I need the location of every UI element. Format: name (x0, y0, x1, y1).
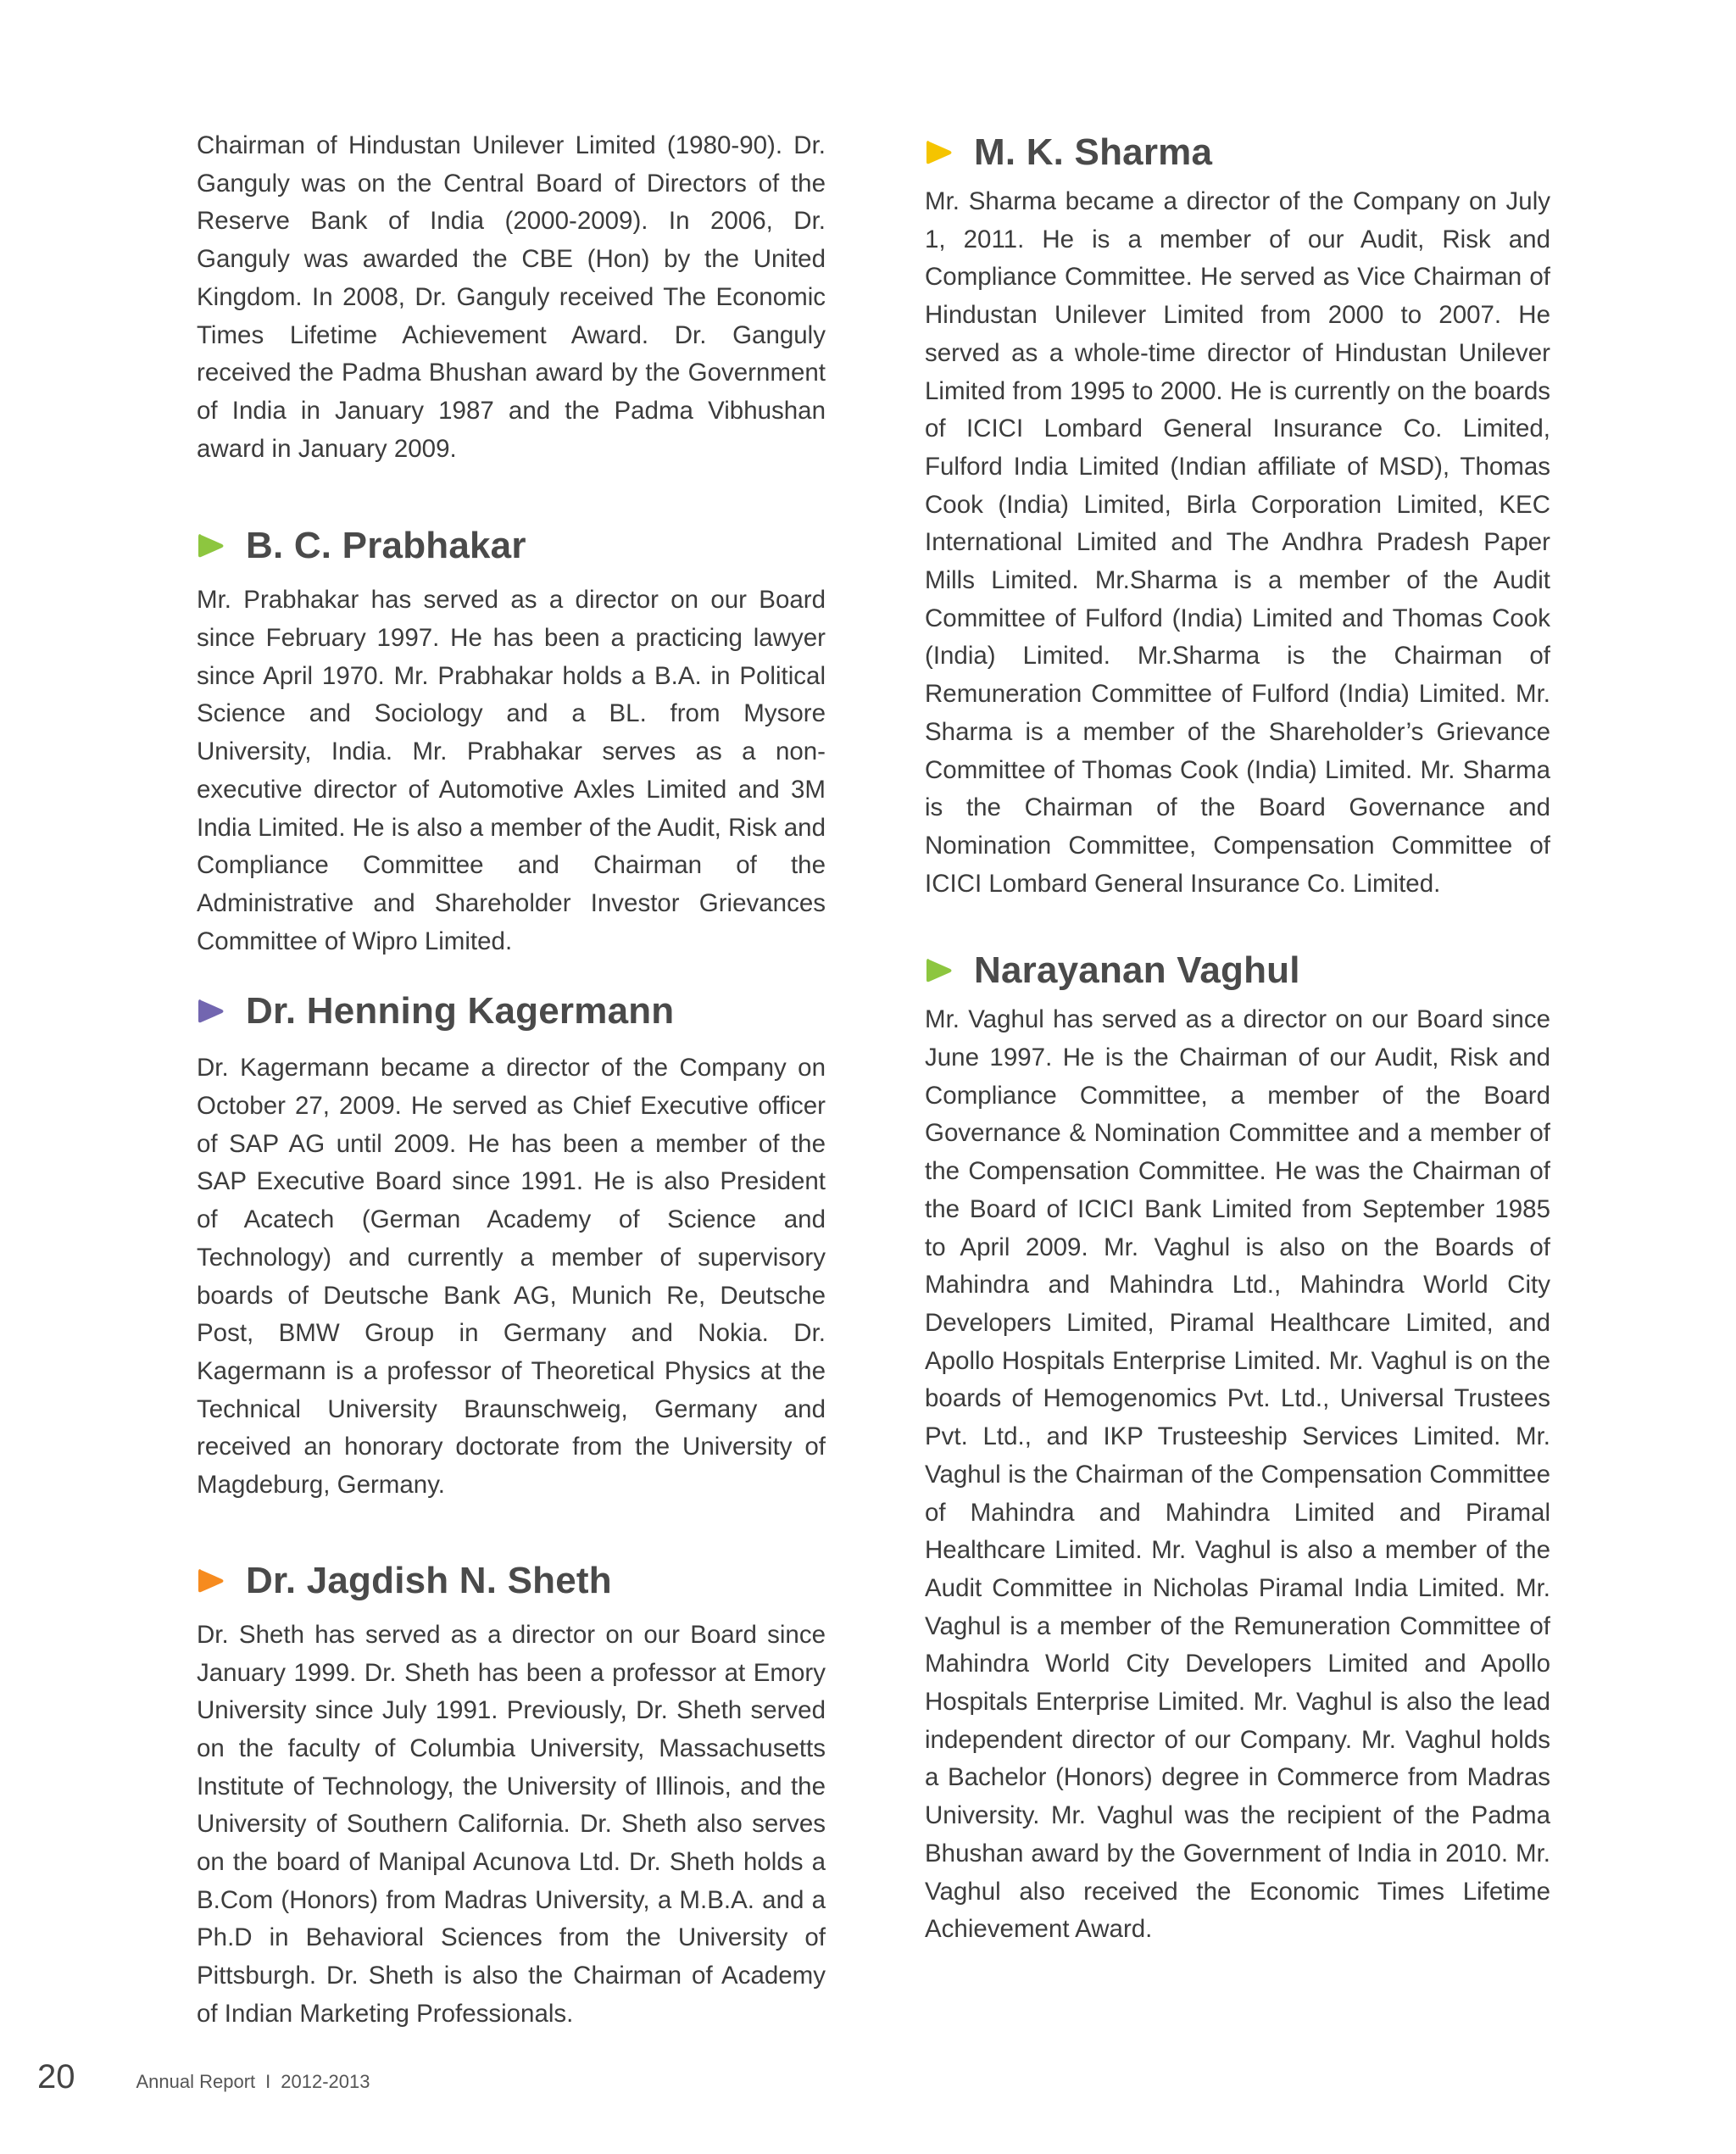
director-bio: Dr. Kagermann became a director of the Company on October 27, 2009. He served as Chief Executive officer of SAP AG until 2009. He has been a member of the SAP Executive Board since 1991. He is also President of Acatech (German Academy of Science and Technology) and currently a member of supervisory boards of Deutsche Bank AG, Munich Re, Deutsche Post, BMW Group in Germany and Nokia. Dr. Kagermann is a professor of Theoretical Physics at the Technical University Braunschweig, Germany and received an honorary doctorate from the University of Magdeburg, Germany. (197, 1054, 826, 1500)
green-triangle-arrow-icon (925, 956, 954, 985)
report-label: Annual Report (136, 2071, 256, 2092)
director-section-vaghul (925, 945, 1550, 1949)
director-section-sheth (197, 1556, 826, 2034)
director-bio: Dr. Sheth has served as a director on our Board since January 1999. Dr. Sheth has been a professor at Emory University since July 1991. Previously, Dr. Sheth served on the faculty of Columbia University, Massachusetts Institute of Technology, the University of Illinois, and the University of Southern California. Dr. Sheth also serves on the board of Manipal Acunova Ltd. Dr. Sheth holds a B.Com (Honors) from Madras University, a M.B.A. and a Ph.D in Behavioral Sciences from the University of Pittsburgh. Dr. Sheth is also the Chairman of Academy of Indian Marketing Professionals. (197, 1620, 826, 2028)
right-column (925, 127, 1550, 1949)
left-column (197, 127, 826, 2034)
director-section-prabhakar (197, 520, 826, 960)
footer-separator: I (265, 2071, 271, 2092)
page-footer (37, 2058, 370, 2096)
section-heading (197, 986, 826, 1037)
director-name: Dr. Jagdish N. Sheth (246, 1559, 612, 1601)
orange-triangle-arrow-icon (197, 1567, 225, 1595)
section-heading (197, 1556, 826, 1606)
section-heading (197, 520, 826, 571)
report-year: 2012-2013 (281, 2071, 370, 2092)
green-triangle-arrow-icon (197, 532, 225, 560)
director-name: Dr. Henning Kagermann (246, 990, 675, 1032)
director-name: Narayanan Vaghul (974, 949, 1300, 992)
director-bio: Mr. Prabhakar has served as a director on our Board since February 1997. He has been a practicing lawyer since April 1970. Mr. Prabhakar holds a B.A. in Political Science and Sociology and a BL. from Mysore University, India. Mr. Prabhakar serves as a non-executive director of Automotive Axles Limited and 3M India Limited. He is also a member of the Audit, Risk and Compliance Committee and Chairman of the Administrative and Shareholder Investor Grievances Committee of Wipro Limited. (197, 586, 826, 955)
purple-triangle-arrow-icon (197, 997, 225, 1026)
director-bio: Mr. Sharma became a director of the Company on July 1, 2011. He is a member of our Audit, Risk and Compliance Committee. He served as Vice Chairman of Hindustan Unilever Limited from 2000 to 2007. He served as a whole-time director of Hindustan Unilever Limited from 1995 to 2000. He is currently on the boards of ICICI Lombard General Insurance Co. Limited, Fulford India Limited (Indian affiliate of MSD), Thomas Cook (India) Limited, Birla Corporation Limited, KEC International Limited and The Andhra Pradesh Paper Mills Limited. Mr.Sharma is a member of the Audit Committee of Fulford (India) Limited and Thomas Cook (India) Limited. Mr.Sharma is the Chairman of Remuneration Committee of Fulford (India) Limited. Mr. Sharma is a member of the Shareholder’s Grievance Committee of Thomas Cook (India) Limited. Mr. Sharma is the Chairman of the Board Governance and Nomination Committee, Compensation Committee of ICICI Lombard General Insurance Co. Limited. (925, 187, 1550, 898)
director-name: B. C. Prabhakar (246, 525, 526, 567)
page-number: 20 (37, 2058, 75, 2096)
director-bio: Mr. Vaghul has served as a director on our Board since June 1997. He is the Chairman of our Audit, Risk and Compliance Committee, a member of the Board Governance & Nomination Committee and a member of the Compensation Committee. He was the Chairman of the Board of ICICI Bank Limited from September 1985 to April 2009. Mr. Vaghul is also on the Boards of Mahindra and Mahindra Ltd., Mahindra World City Developers Limited, Piramal Healthcare Limited, and Apollo Hospitals Enterprise Limited. Mr. Vaghul is on the boards of Hemogenomics Pvt. Ltd., Universal Trustees Pvt. Ltd., and IKP Trusteeship Services Limited. Mr. Vaghul is the Chairman of the Compensation Committee of Mahindra and Mahindra Limited and Piramal Healthcare Limited. Mr. Vaghul is also a member of the Audit Committee in Nicholas Piramal India Limited. Mr. Vaghul is a member of the Remuneration Committee of Mahindra World City Developers Limited and Apollo Hospitals Enterprise Limited. Mr. Vaghul is also the lead independent director of our Company. Mr. Vaghul holds a Bachelor (Honors) degree in Commerce from Madras University. Mr. Vaghul was the recipient of the Padma Bhushan award by the Government of India in 2010. Mr. Vaghul also received the Economic Times Lifetime Achievement Award. (925, 1005, 1550, 1944)
director-name: M. K. Sharma (974, 131, 1213, 173)
section-heading (925, 127, 1550, 178)
intro-paragraph: Chairman of Hindustan Unilever Limited (1980-90). Dr. Ganguly was on the Central Board of Directors of the Reserve Bank of India (2000-2009). In 2006, Dr. Ganguly was awarded the CBE (Hon) by the United Kingdom. In 2008, Dr. Ganguly received The Economic Times Lifetime Achievement Award. Dr. Ganguly received the Padma Bhushan award by the Government of India in January 1987 and the Padma Vibhushan award in January 2009. (197, 131, 826, 463)
section-heading (925, 945, 1550, 996)
director-section-sharma (925, 127, 1550, 903)
director-section-kagermann (197, 986, 826, 1504)
yellow-triangle-arrow-icon (925, 138, 954, 167)
